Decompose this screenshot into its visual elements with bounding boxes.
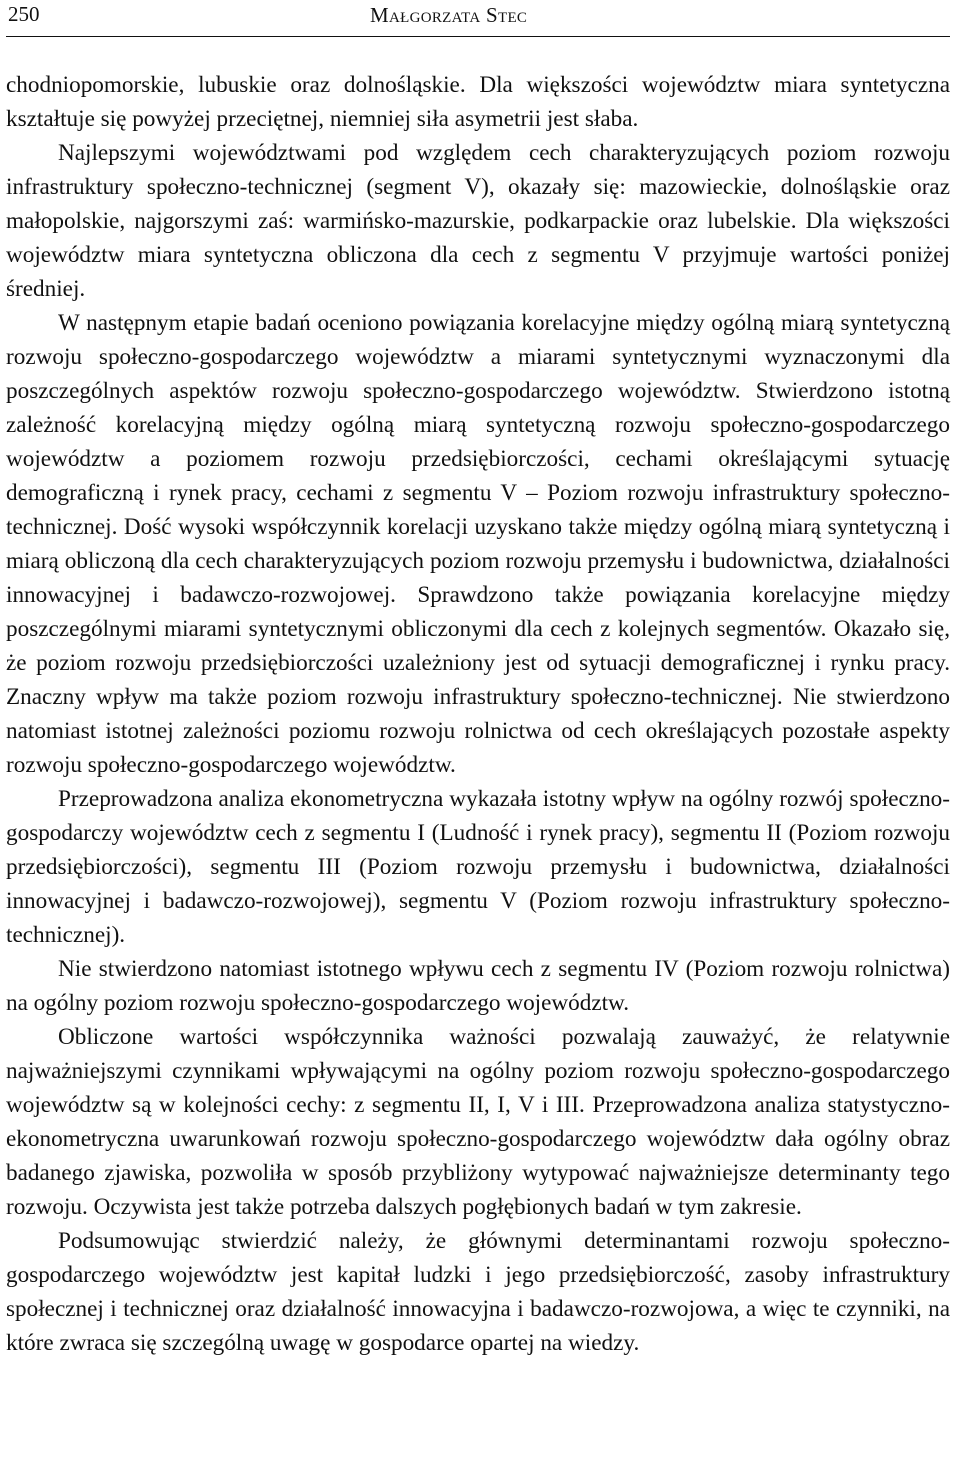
paragraph: Nie stwierdzono natomiast istotnego wpływu cech z segmentu IV (Poziom rozwoju rolnictwa) na ogólny poziom rozwoju społeczno-gospodarczego województw. xyxy=(6,956,950,1016)
paragraph: chodniopomorskie, lubuskie oraz dolnośląskie. Dla większości województw miara syntetyczna kształtuje się powyżej przeciętnej, niemniej siła asymetrii jest słaba. xyxy=(6,72,950,132)
paragraph: Podsumowując stwierdzić należy, że głównymi determinantami rozwoju społeczno-gospodarczego województw jest kapitał ludzki i jego przedsiębiorczość, zasoby infrastruktury społecznej i technicznej oraz działalność innowacyjna i badawczo-rozwojowa, a więc te czynniki, na które zwraca się szczególną uwagę w gospodarce opartej na wiedzy. xyxy=(6,1228,950,1356)
paragraph: Obliczone wartości współczynnika ważności pozwalają zauważyć, że relatywnie najważniejszymi czynnikami wpływającymi na ogólny poziom rozwoju społeczno-gospodarczego województw są w kolejności cechy: z segmentu II, I, V i III. Przeprowadzona analiza statystyczno-ekonometryczna uwarunkowań rozwoju społeczno-gospodarczego województw dała ogólny obraz badanego zjawiska, pozwoliła w sposób przybliżony wytypować najważniejsze determinanty tego rozwoju. Oczywista jest także potrzeba dalszych pogłębionych badań w tym zakresie. xyxy=(6,1024,950,1220)
body-text xyxy=(6,68,950,1360)
page xyxy=(6,0,950,1360)
running-head xyxy=(6,0,950,37)
paragraph: Najlepszymi województwami pod względem cech charakteryzujących poziom rozwoju infrastruktury społeczno-technicznej (segment V), okazały się: mazowieckie, dolnośląskie oraz małopolskie, najgorszymi zaś: warmińsko-mazurskie, podkarpackie oraz lubelskie. Dla większości województw miara syntetyczna obliczona dla cech z segmentu V przyjmuje wartości poniżej średniej. xyxy=(6,140,950,302)
paragraph: Przeprowadzona analiza ekonometryczna wykazała istotny wpływ na ogólny rozwój społeczno-gospodarczy województw cech z segmentu I (Ludność i rynek pracy), segmentu II (Poziom rozwoju przedsiębiorczości), segmentu III (Poziom rozwoju przemysłu i budownictwa, działalności innowacyjnej i badawczo-rozwojowej), segmentu V (Poziom rozwoju infrastruktury społeczno-technicznej). xyxy=(6,786,950,948)
running-title: Małgorzata Stec xyxy=(370,3,528,27)
paragraph: W następnym etapie badań oceniono powiązania korelacyjne między ogólną miarą syntetyczną rozwoju społeczno-gospodarczego województw a miarami syntetycznymi wyznaczonymi dla poszczególnych aspektów rozwoju społeczno-gospodarczego województw. Stwierdzono istotną zależność korelacyjną między ogólną miarą syntetyczną rozwoju społeczno-gospodarczego województw a poziomem rozwoju przedsiębiorczości, cechami określającymi sytuację demograficzną i rynek pracy, cechami z segmentu V – Poziom rozwoju infrastruktury społeczno-technicznej. Dość wysoki współczynnik korelacji uzyskano także między ogólną miarą syntetyczną i miarą obliczoną dla cech charakteryzujących poziom rozwoju przemysłu i budownictwa, działalności innowacyjnej i badawczo-rozwojowej. Sprawdzono także powiązania korelacyjne między poszczególnymi miarami syntetycznymi obliczonymi dla cech z kolejnych segmentów. Okazało się, że poziom rozwoju przedsiębiorczości uzależniony jest od sytuacji demograficznej i rynku pracy. Znaczny wpływ ma także poziom rozwoju infrastruktury społeczno-technicznej. Nie stwierdzono natomiast istotnej zależności poziomu rozwoju rolnictwa od cech określających pozostałe aspekty rozwoju społeczno-gospodarczego województw. xyxy=(6,310,950,778)
page-number: 250 xyxy=(8,2,40,26)
